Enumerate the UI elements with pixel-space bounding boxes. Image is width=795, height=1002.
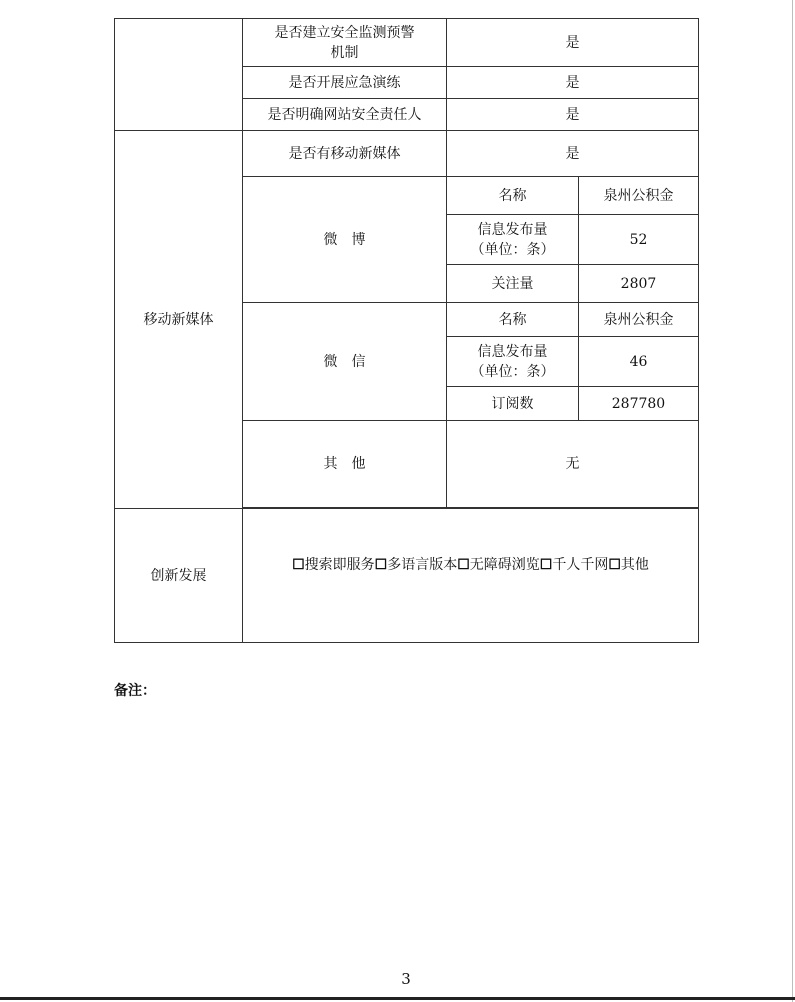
other-media-value: 无 (447, 421, 699, 508)
page-number: 3 (401, 970, 411, 988)
weibo-follow-label: 关注量 (447, 265, 579, 303)
innovation-checkbox-list (292, 557, 649, 573)
innovation-option-label: 无障碍浏览 (469, 557, 540, 573)
mobile-media-section-label: 移动新媒体 (115, 131, 243, 509)
innovation-option-label: 多语言版本 (387, 557, 458, 573)
wechat-name-label: 名称 (447, 303, 579, 337)
weibo-follow-value: 2807 (579, 265, 699, 303)
emergency-drill-label: 是否开展应急演练 (243, 67, 447, 99)
checkbox-icon: ☐ (374, 557, 388, 573)
page-edge (792, 0, 793, 1002)
innovation-option (375, 557, 458, 573)
table-row (115, 19, 699, 67)
weibo-posts-value: 52 (579, 215, 699, 265)
innovation-option-label: 其他 (620, 557, 649, 573)
innovation-option-label: 千人千网 (552, 557, 609, 573)
innovation-label: 创新发展 (115, 509, 243, 643)
checkbox-icon: ☐ (539, 557, 553, 573)
innovation-option (292, 557, 375, 573)
report-table (114, 18, 699, 643)
wechat-subs-label: 订阅数 (447, 387, 579, 421)
innovation-options (243, 509, 699, 643)
checkbox-icon: ☐ (292, 557, 305, 573)
wechat-label: 微 信 (243, 303, 447, 421)
has-mobile-media-label: 是否有移动新媒体 (243, 131, 447, 177)
page-bottom-rule (0, 997, 795, 1000)
wechat-posts-value: 46 (579, 337, 699, 387)
innovation-option (540, 557, 609, 573)
wechat-subs-value: 287780 (579, 387, 699, 421)
innovation-option (457, 557, 540, 573)
security-owner-value: 是 (447, 99, 699, 131)
innovation-option-label: 搜索即服务 (304, 557, 375, 573)
table-row (115, 131, 699, 177)
has-mobile-media-value: 是 (447, 131, 699, 177)
weibo-label: 微 博 (243, 177, 447, 303)
checkbox-icon: ☐ (608, 557, 621, 573)
remarks-label: 备注： (114, 683, 156, 699)
security-section-cell (115, 19, 243, 131)
table-row (115, 509, 699, 643)
monitoring-warning-value: 是 (447, 19, 699, 67)
weibo-posts-label: 信息发布量 （单位：条） (447, 215, 579, 265)
weibo-name-label: 名称 (447, 177, 579, 215)
monitoring-warning-label: 是否建立安全监测预警 机制 (243, 19, 447, 67)
emergency-drill-value: 是 (447, 67, 699, 99)
wechat-name-value: 泉州公积金 (579, 303, 699, 337)
weibo-name-value: 泉州公积金 (579, 177, 699, 215)
other-media-label: 其 他 (243, 421, 447, 508)
security-owner-label: 是否明确网站安全责任人 (243, 99, 447, 131)
wechat-posts-label: 信息发布量 （单位：条） (447, 337, 579, 387)
innovation-option (608, 557, 649, 573)
checkbox-icon: ☐ (457, 557, 470, 573)
